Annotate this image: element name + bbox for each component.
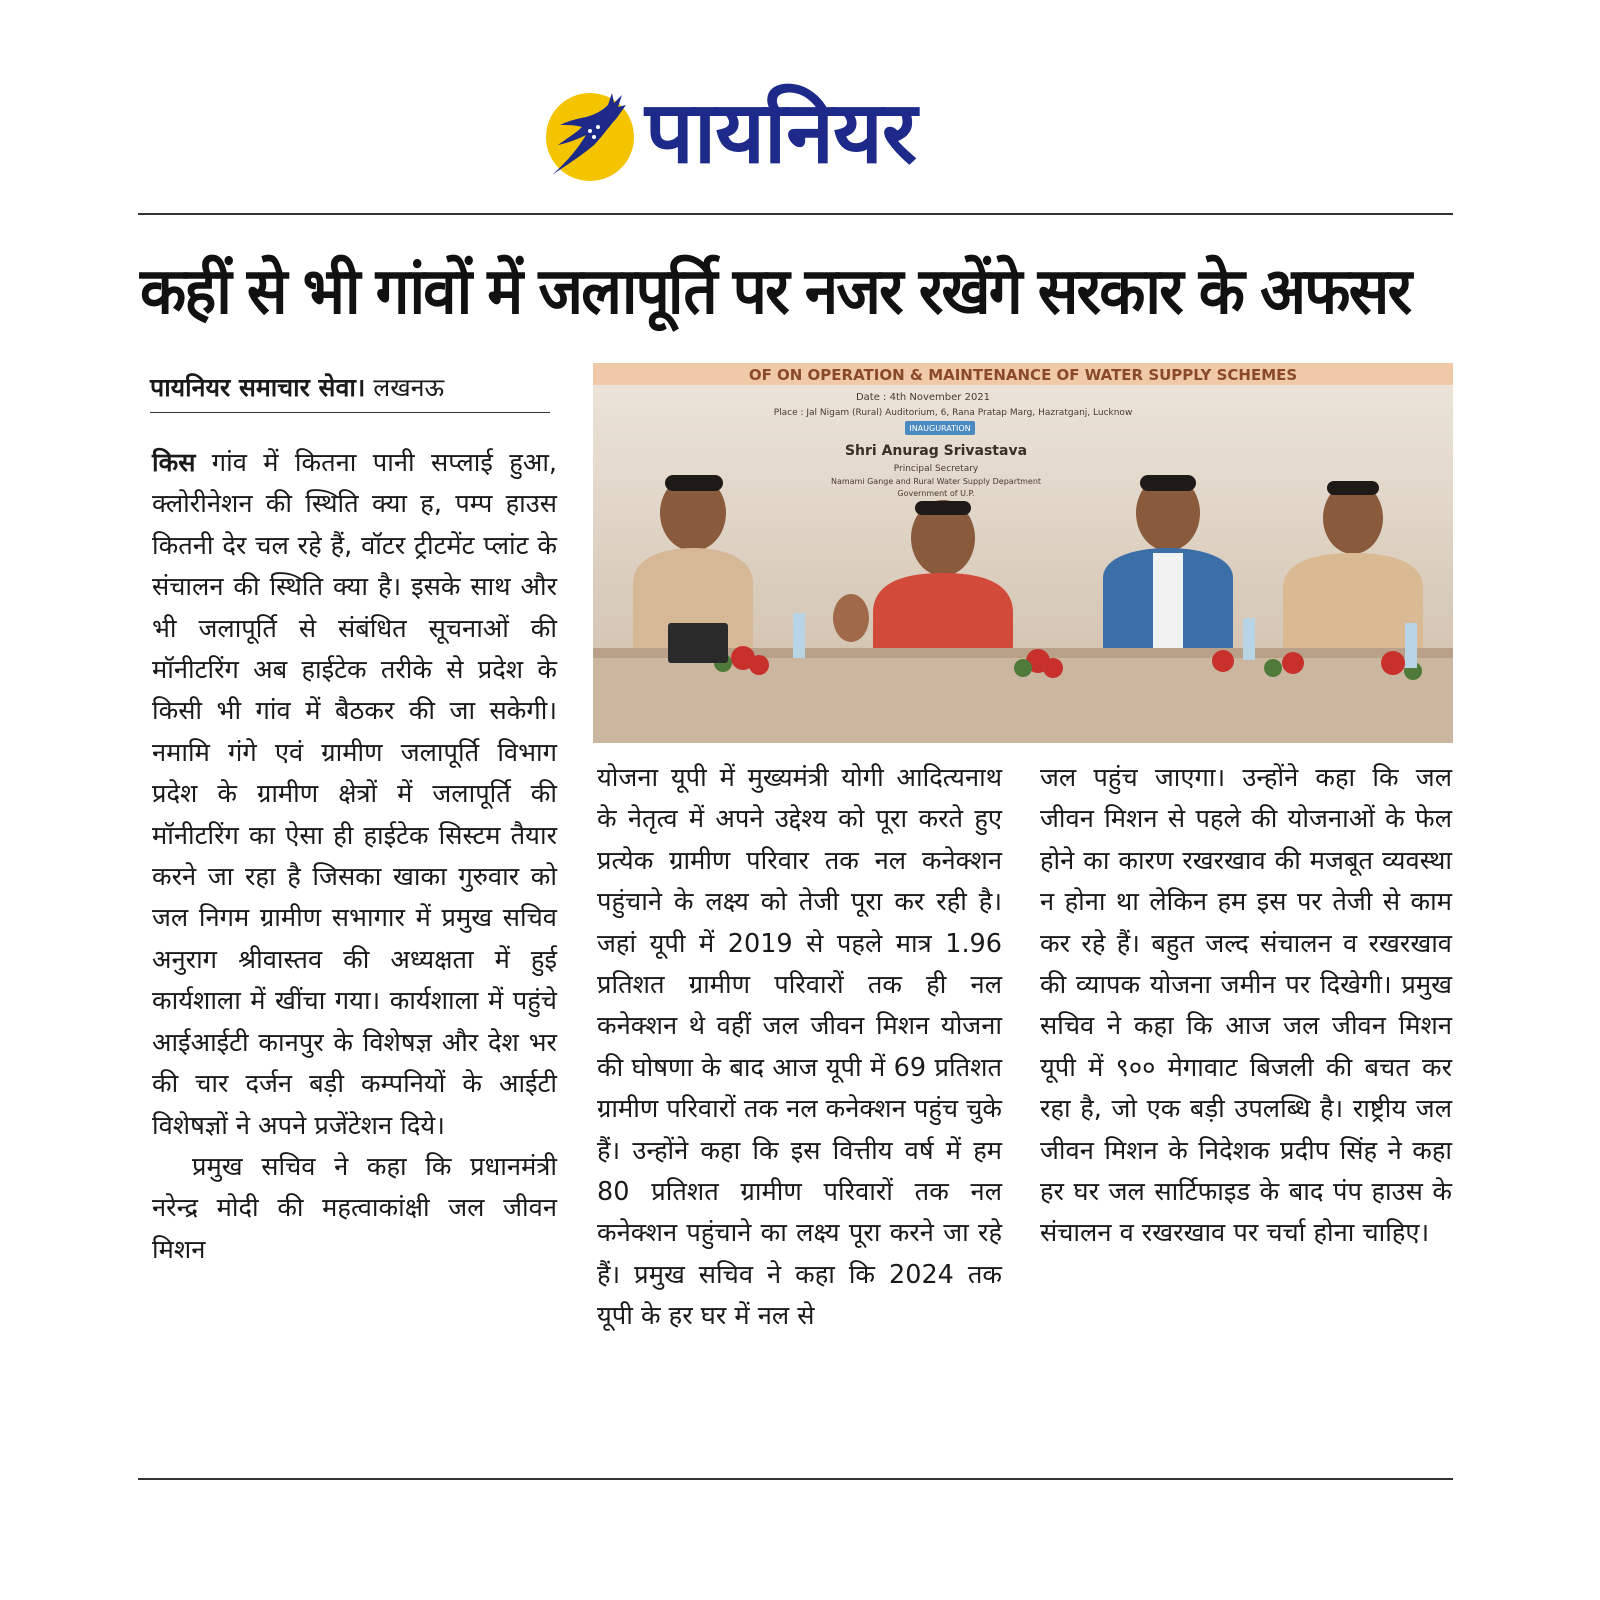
article-photo	[593, 363, 1453, 743]
byline-rule	[150, 412, 550, 413]
column-1-text-1: गांव में कितना पानी सप्लाई हुआ, क्लोरीनेशन की स्थिति क्या ह, पम्प हाउस कितनी देर चल रहे हैं, वॉटर ट्रीटमेंट प्लांट के संचालन की स्थिति क्या है। इसके साथ और भी जलापूर्ति से संबंधित सूचनाओं की मॉनीटरिंग अब हाईटेक तरीके से प्रदेश के किसी भी गांव में बैठकर की जा सकेगी। नमामि गंगे एवं ग्रामीण जलापूर्ति विभाग प्रदेश के ग्रामीण क्षेत्रों में जलापूर्ति की मॉनीटरिंग का ऐसा ही हाईटेक सिस्टम तैयार करने जा रहा है जिसका खाका गुरुवार को जल निगम ग्रामीण सभागार में प्रमुख सचिव अनुराग श्रीवास्तव की अध्यक्षता में हुई कार्यशाला में खींचा गया। कार्यशाला में पहुंचे आईआईटी कानपुर के विशेषज्ञ और देश भर की चार दर्जन बड़ी कम्पनियों के आईटी विशेषज्ञों ने अपने प्रजेंटेशन दिये।	[152, 448, 557, 1141]
article-column-2	[597, 758, 1002, 1338]
banner-guest-line1: Principal Secretary	[893, 464, 979, 474]
byline	[150, 372, 444, 404]
masthead-title: पायनियर	[645, 83, 917, 183]
column-3-paragraph: जल पहुंच जाएगा। उन्होंने कहा कि जल जीवन मिशन से पहले की योजनाओं के फेल होने का कारण रखरखाव की मजबूत व्यवस्था न होना था लेकिन हम इस पर तेजी से काम कर रहे हैं। बहुत जल्द संचालन व रखरखाव की व्यापक योजना जमीन पर दिखेगी। प्रमुख सचिव ने कहा कि आज जल जीवन मिशन यूपी में ९०० मेगावाट बिजली की बचत कर रहा है, जो एक बड़ी उपलब्धि है। राष्ट्रीय जल जीवन मिशन के निदेशक प्रदीप सिंह ने कहा हर घर जल सार्टिफाइड के बाद पंप हाउस के संचालन व रखरखाव पर चर्चा होना चाहिए।	[1040, 763, 1452, 1249]
headline: कहीं से भी गांवों में जलापूर्ति पर नजर रखेंगे सरकार के अफसर	[140, 255, 1411, 329]
article-column-3	[1040, 758, 1452, 1255]
banner-line2: Date : 4th November 2021	[855, 392, 991, 403]
masthead	[530, 75, 1070, 195]
banner-inauguration: INAUGURATION	[909, 424, 971, 433]
column-2-paragraph: योजना यूपी में मुख्यमंत्री योगी आदित्यनाथ के नेतृत्व में अपने उद्देश्य को पूरा करते हुए प्रत्येक ग्रामीण परिवार तक नल कनेक्शन पहुंचाने के लक्ष्य को तेजी पूरा कर रही है। जहां यूपी में 2019 से पहले मात्र 1.96 प्रतिशत ग्रामीण परिवारों तक ही नल कनेक्शन थे वहीं जल जीवन मिशन योजना की घोषणा के बाद आज यूपी में 69 प्रतिशत ग्रामीण परिवारों तक नल कनेक्शन पहुंच चुके हैं। उन्होंने कहा कि इस वित्तीय वर्ष में हम 80 प्रतिशत ग्रामीण परिवारों तक नल कनेक्शन पहुंचाने का लक्ष्य पूरा करने जा रहे हैं। प्रमुख सचिव ने कहा कि 2024 तक यूपी के हर घर में नल से	[597, 763, 1002, 1332]
column-1-paragraph-1	[152, 443, 557, 1147]
column-1-paragraph-2: प्रमुख सचिव ने कहा कि प्रधानमंत्री नरेन्द्र मोदी की महत्वाकांक्षी जल जीवन मिशन	[152, 1151, 557, 1265]
top-rule	[138, 213, 1453, 215]
byline-agency: पायनियर समाचार सेवा।	[150, 373, 366, 402]
banner-line1: OF ON OPERATION & MAINTENANCE OF WATER SUPPLY SCHEMES	[748, 366, 1298, 384]
banner-line3: Place : Jal Nigam (Rural) Auditorium, 6, Rana Pratap Marg, Hazratganj, Lucknow	[773, 408, 1133, 418]
pioneer-deer-logo-icon	[530, 75, 650, 195]
bottom-rule	[138, 1478, 1453, 1480]
banner-chief-guest: Shri Anurag Srivastava	[844, 443, 1028, 459]
workshop-photo	[593, 363, 1453, 743]
dropcap: किस	[152, 448, 196, 478]
banner-guest-line2: Namami Gange and Rural Water Supply Department	[830, 477, 1042, 486]
banner-guest-line3: Government of U.P.	[897, 489, 975, 498]
byline-place: लखनऊ	[373, 373, 445, 402]
article-column-1	[152, 443, 557, 1271]
